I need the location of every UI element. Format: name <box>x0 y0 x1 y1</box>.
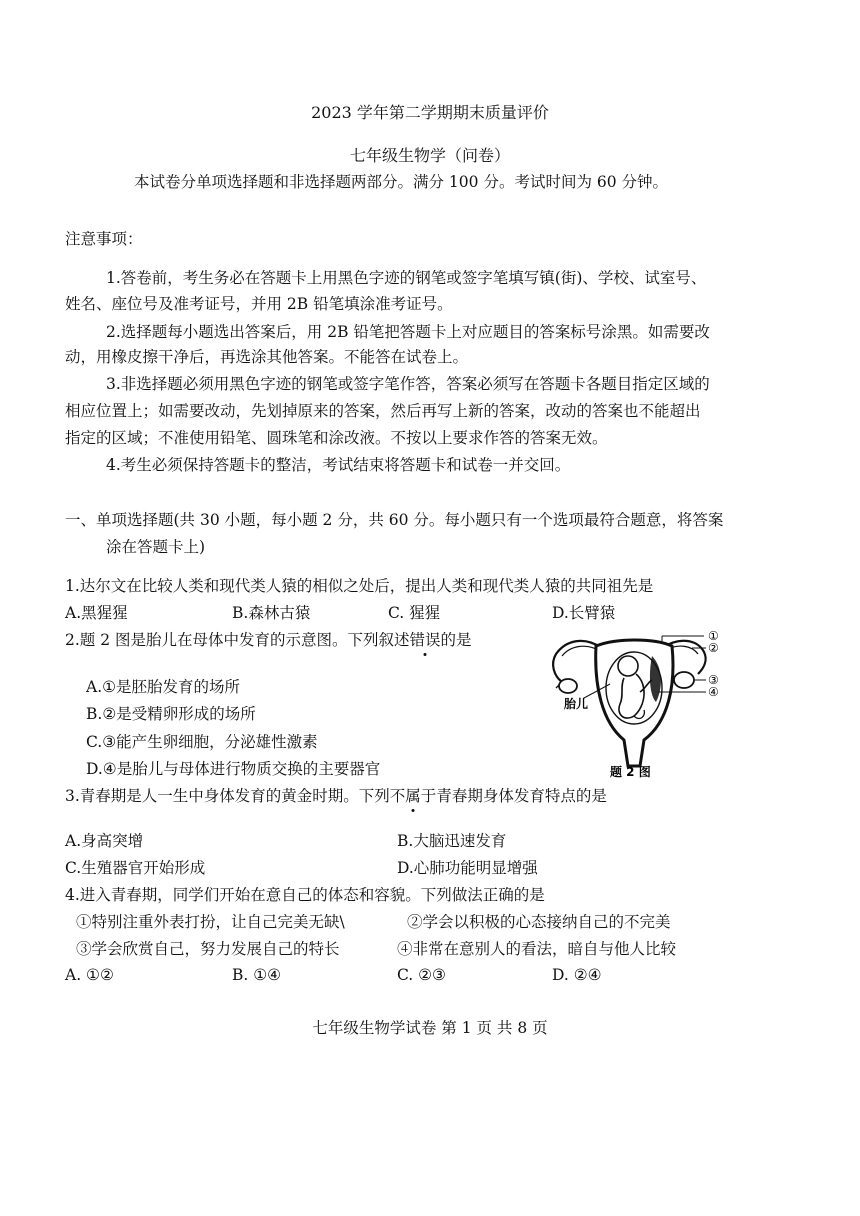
question-1-option-d: D.长臂猿 <box>552 604 616 622</box>
exam-title: 2023 学年第二学期期末质量评价 <box>311 103 549 122</box>
question-4-item-1: ①特别注重外表打扮，让自己完美无缺\ <box>76 913 345 931</box>
question-4-item-4: ④非常在意别人的看法，暗自与他人比较 <box>397 940 677 958</box>
question-3-option-b: B.大脑迅速发育 <box>397 832 507 850</box>
question-3-option-c: C.生殖器官开始形成 <box>65 859 206 877</box>
question-1-option-c: C. 猩猩 <box>388 604 441 622</box>
notice-item-3: 3.非选择题必须用黑色字迹的钢笔或签字笔作答，答案必须写在答题卡各题目指定区域的 <box>106 375 710 393</box>
exam-subtitle: 七年级生物学（问卷） <box>349 146 510 165</box>
question-3-emphasis: 不属于 <box>390 784 437 806</box>
notice-item-4: 4.考生必须保持答题卡的整洁，考试结束将答题卡和试卷一并交回。 <box>106 456 571 474</box>
question-4-option-b: B. ①④ <box>232 966 282 984</box>
page-footer: 七年级生物学试卷 第 1 页 共 8 页 <box>312 1019 548 1037</box>
question-3-option-d: D.心肺功能明显增强 <box>397 859 538 877</box>
figure-fetus-label: 胎儿 <box>564 697 589 711</box>
figure-label-3: ③ <box>708 673 719 687</box>
question-3-stem-pre: 3.青春期是人一生中身体发育的黄金时期。下列 <box>65 787 390 805</box>
question-2-option-d: D.④是胎儿与母体进行物质交换的主要器官 <box>86 760 381 778</box>
question-4-option-c: C. ②③ <box>397 966 446 984</box>
question-4-stem: 4.进入青春期，同学们开始在意自己的体态和容貌。下列做法正确的是 <box>65 886 545 904</box>
figure-caption: 题 2 图 <box>610 765 651 779</box>
question-4-item-2: ②学会以积极的心态接纳自己的不完美 <box>407 913 671 931</box>
question-2-option-c: C.③能产生卵细胞，分泌雄性激素 <box>86 733 318 751</box>
notice-item-3-cont: 相应位置上；如需要改动，先划掉原来的答案，然后再写上新的答案，改动的答案也不能超出 <box>65 402 701 420</box>
exam-intro: 本试卷分单项选择题和非选择题两部分。满分 100 分。考试时间为 60 分钟。 <box>134 173 669 191</box>
notice-item-2-cont: 动，用橡皮擦干净后，再选涂其他答案。不能答在试卷上。 <box>65 348 469 366</box>
question-2-option-b: B.②是受精卵形成的场所 <box>86 705 256 723</box>
question-2-stem-post: 的是 <box>440 631 472 649</box>
question-3-stem <box>65 784 607 806</box>
figure-label-2: ② <box>708 641 719 655</box>
figure-label-1: ① <box>708 629 719 643</box>
section-heading: 一、单项选择题(共 30 小题，每小题 2 分，共 60 分。每小题只有一个选项最符合题意，将答案 <box>65 511 724 529</box>
question-4-option-d: D. ②④ <box>552 966 602 984</box>
question-1-stem: 1.达尔文在比较人类和现代类人猿的相似之处后，提出人类和现代类人猿的共同祖先是 <box>65 577 654 595</box>
question-1-option-a: A.黑猩猩 <box>65 604 128 622</box>
question-1-option-b: B.森林古猿 <box>232 604 311 622</box>
question-3-option-a: A.身高突增 <box>65 832 144 850</box>
fetus-uterus-diagram <box>544 626 730 780</box>
notice-item-1: 1.答卷前，考生务必在答题卡上用黑色字迹的钢笔或签字笔填写镇(街)、学校、试室号、 <box>106 269 707 287</box>
question-2-stem <box>65 628 472 650</box>
notice-heading: 注意事项： <box>65 230 143 248</box>
question-2-emphasis: 错误 <box>410 628 441 650</box>
question-3-stem-post: 青春期身体发育特点的是 <box>436 787 607 805</box>
question-2-option-a: A.①是胚胎发育的场所 <box>86 678 241 696</box>
question-4-item-3: ③学会欣赏自己，努力发展自己的特长 <box>76 940 340 958</box>
question-4-option-a: A. ①② <box>65 966 114 984</box>
notice-item-1-cont: 姓名、座位号及准考证号，并用 2B 铅笔填涂准考证号。 <box>65 295 453 313</box>
notice-item-2: 2.选择题每小题选出答案后，用 2B 铅笔把答题卡上对应题目的答案标号涂黑。如需要改 <box>106 323 710 341</box>
section-heading-cont: 涂在答题卡上) <box>106 538 206 556</box>
notice-item-3-cont2: 指定的区域；不准使用铅笔、圆珠笔和涂改液。不按以上要求作答的答案无效。 <box>65 429 608 447</box>
question-2-stem-pre: 2.题 2 图是胎儿在母体中发育的示意图。下列叙述 <box>65 631 410 649</box>
figure-label-4: ④ <box>708 685 719 699</box>
